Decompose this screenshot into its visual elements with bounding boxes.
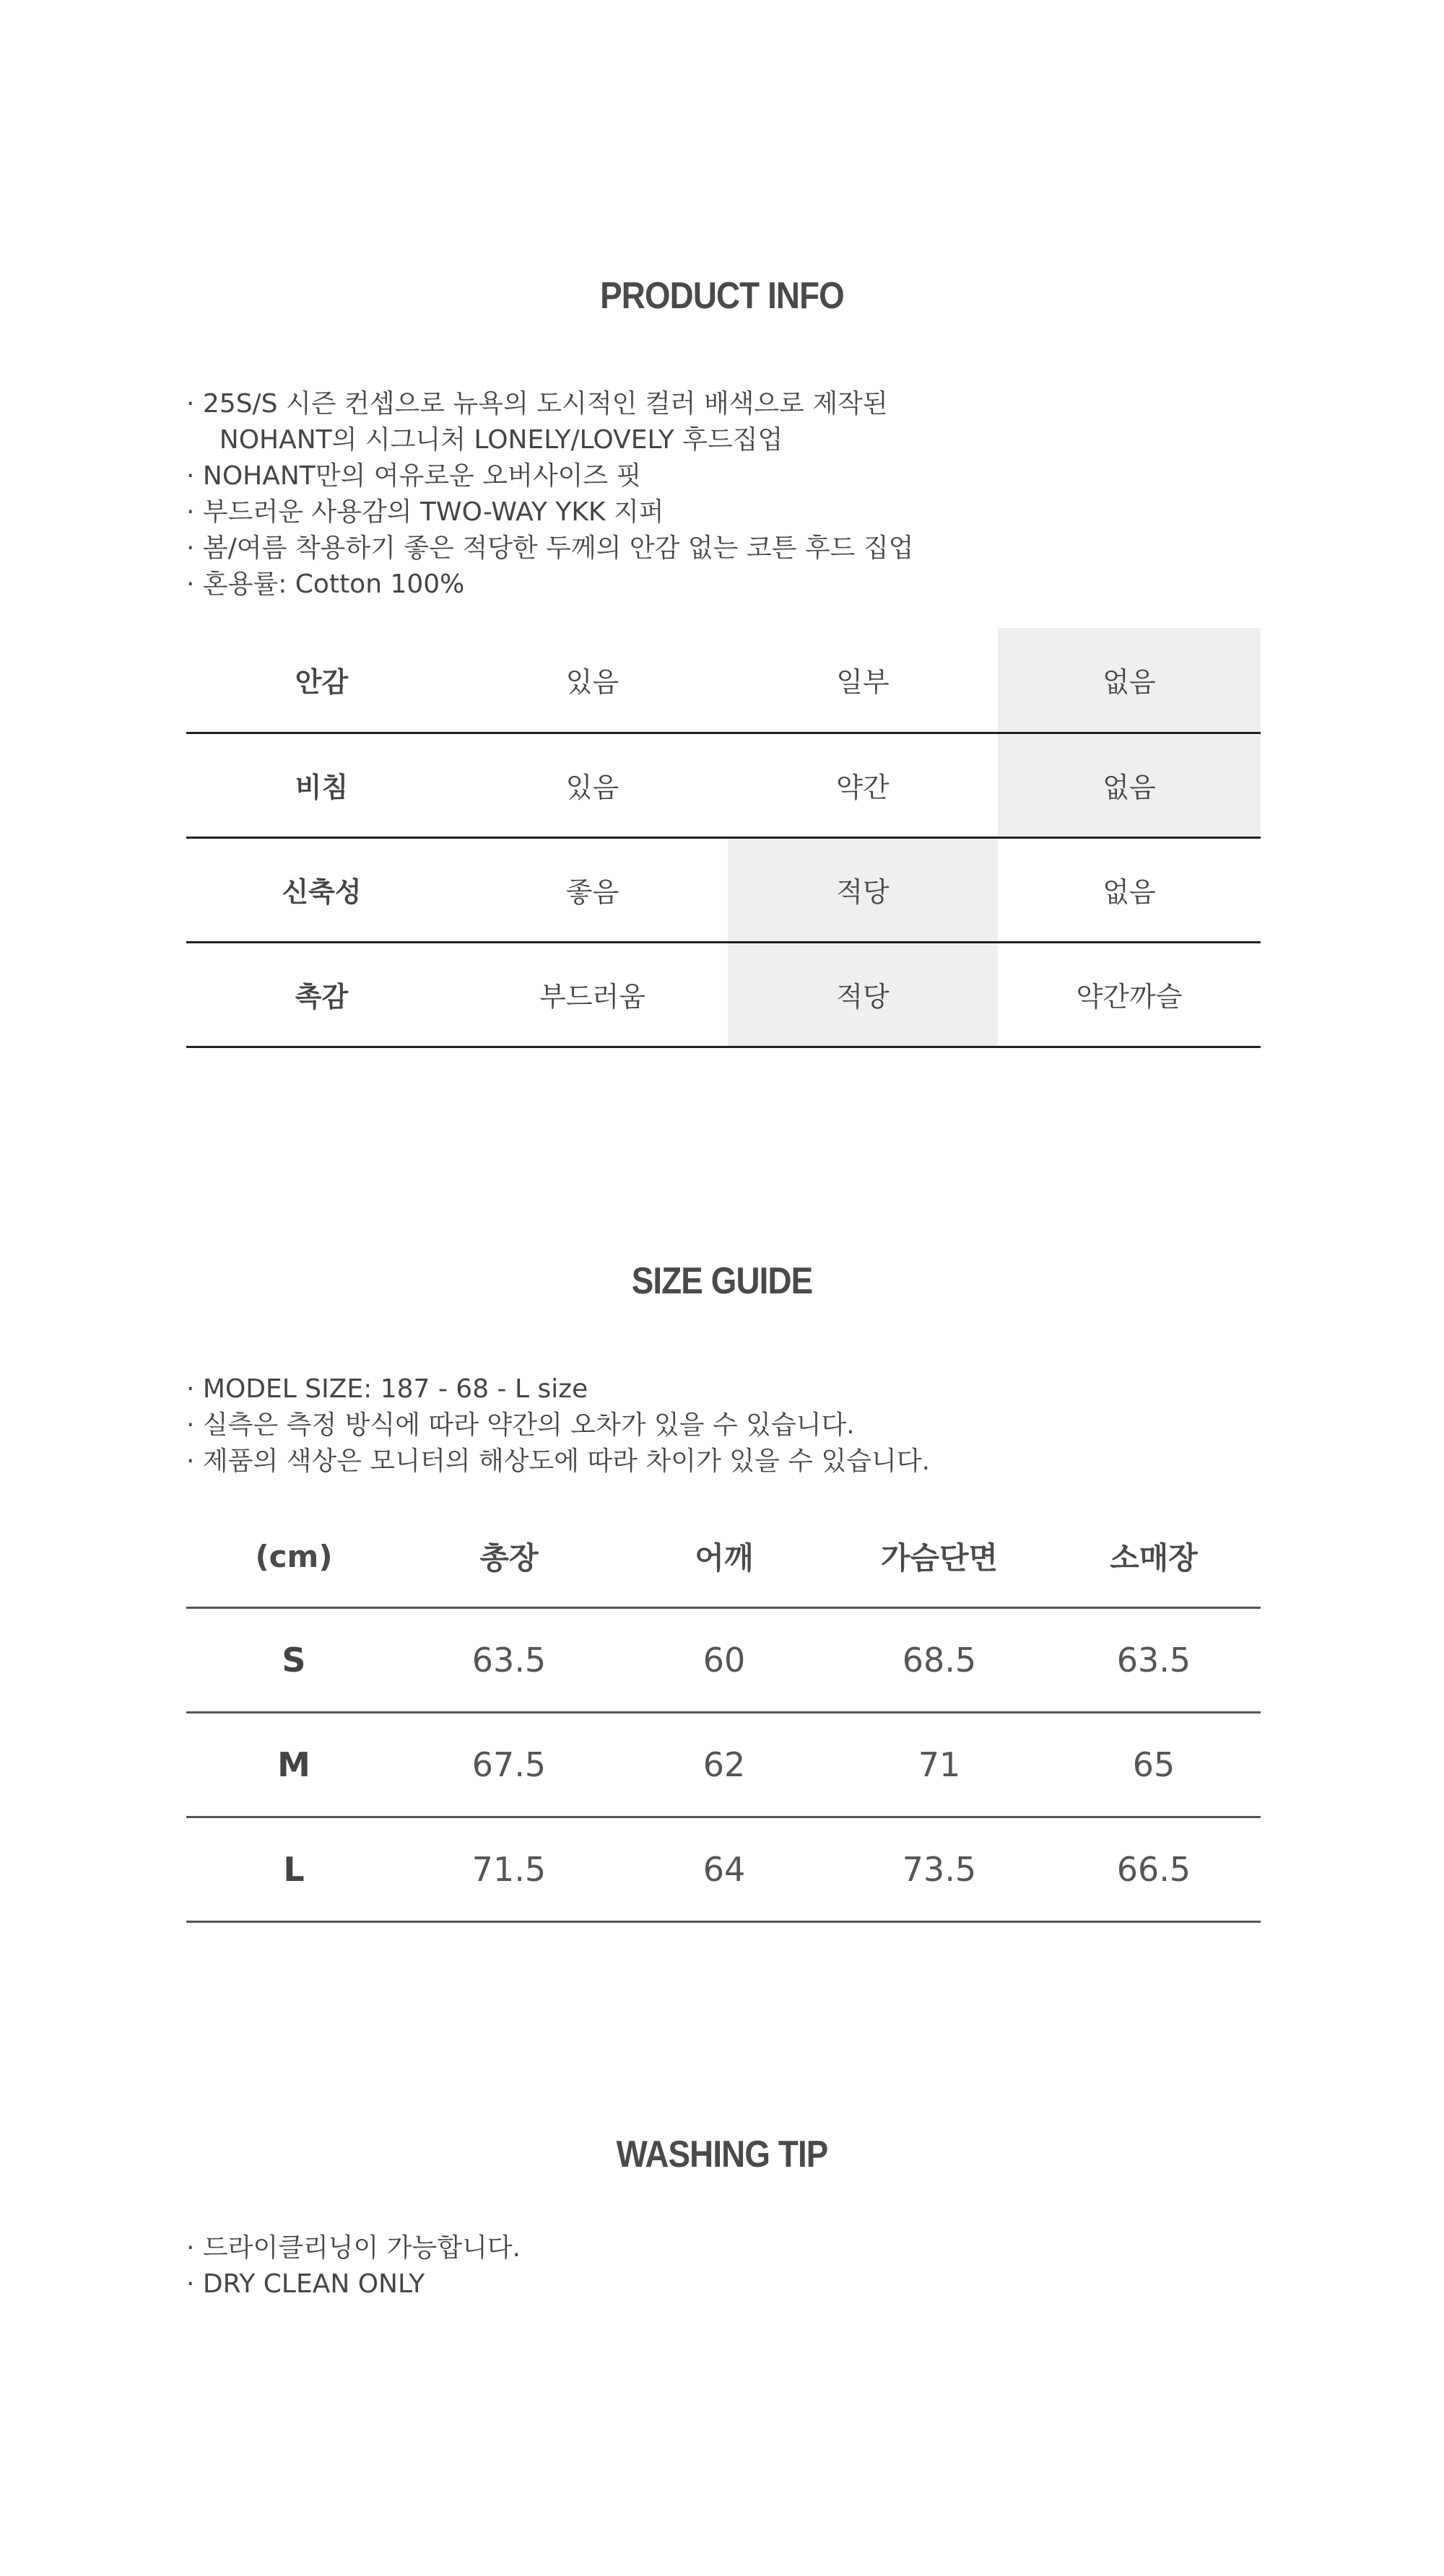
- measurement-cell: 68.5: [832, 1607, 1047, 1712]
- measurement-cell: 71.5: [401, 1817, 617, 1921]
- property-label: 촉감: [186, 942, 457, 1047]
- measurement-cell: 63.5: [1047, 1607, 1261, 1712]
- property-option: 부드러움: [457, 942, 728, 1047]
- property-option-selected: 적당: [728, 942, 998, 1047]
- table-row: [186, 1607, 1261, 1712]
- size-table-header: [186, 1506, 1261, 1607]
- bullet-line: · MODEL SIZE: 187 - 68 - L size: [186, 1374, 588, 1404]
- property-option: 있음: [457, 733, 728, 837]
- column-header: 총장: [401, 1506, 617, 1607]
- table-row: [186, 1817, 1261, 1921]
- property-option-selected: 적당: [728, 837, 998, 942]
- column-header: 소매장: [1047, 1506, 1261, 1607]
- measurement-cell: 66.5: [1047, 1817, 1261, 1921]
- bullet-line: · 부드러운 사용감의 TWO-WAY YKK 지퍼: [186, 497, 664, 527]
- measurement-cell: 67.5: [401, 1712, 617, 1817]
- property-label: 안감: [186, 628, 457, 733]
- size-label: S: [186, 1607, 401, 1712]
- measurement-cell: 60: [617, 1607, 832, 1712]
- size-table: [186, 1506, 1261, 1923]
- property-option: 없음: [998, 837, 1261, 942]
- column-header: 어깨: [617, 1506, 832, 1607]
- property-label: 신축성: [186, 837, 457, 942]
- bullet-line: · NOHANT만의 여유로운 오버사이즈 핏: [186, 461, 642, 491]
- measurement-cell: 71: [832, 1712, 1047, 1817]
- size-label: M: [186, 1712, 401, 1817]
- property-option-selected: 없음: [998, 733, 1261, 837]
- column-header: 가슴단면: [832, 1506, 1047, 1607]
- property-label: 비침: [186, 733, 457, 837]
- fabric-property-row: [186, 733, 1261, 837]
- size-label: L: [186, 1817, 401, 1921]
- fabric-property-row: [186, 837, 1261, 942]
- property-option: 있음: [457, 628, 728, 733]
- property-option: 좋음: [457, 837, 728, 942]
- bullet-line: · 실측은 측정 방식에 따라 약간의 오차가 있을 수 있습니다.: [186, 1410, 855, 1440]
- washing-tip-bullets: [186, 2230, 521, 2302]
- fabric-property-table: [186, 628, 1261, 1048]
- fabric-property-row: [186, 628, 1261, 733]
- measurement-cell: 64: [617, 1817, 832, 1921]
- product-info-title: PRODUCT INFO: [600, 275, 844, 317]
- column-header: (cm): [186, 1506, 401, 1607]
- product-info-bullets: [186, 386, 913, 603]
- measurement-cell: 65: [1047, 1712, 1261, 1817]
- bullet-line: · 혼용률: Cotton 100%: [186, 569, 465, 599]
- measurement-cell: 62: [617, 1712, 832, 1817]
- measurement-cell: 73.5: [832, 1817, 1047, 1921]
- property-option: 약간까슬: [998, 942, 1261, 1047]
- table-row: [186, 1712, 1261, 1817]
- bullet-line: · 드라이클리닝이 가능합니다.: [186, 2233, 521, 2263]
- bullet-line: · DRY CLEAN ONLY: [186, 2269, 425, 2299]
- bullet-line: · 제품의 색상은 모니터의 해상도에 따라 차이가 있을 수 있습니다.: [186, 1446, 931, 1476]
- washing-tip-title: WASHING TIP: [616, 2134, 828, 2175]
- fabric-property-row: [186, 942, 1261, 1047]
- property-option: 일부: [728, 628, 998, 733]
- property-option: 약간: [728, 733, 998, 837]
- bullet-line: · 봄/여름 착용하기 좋은 적당한 두께의 안감 없는 코튼 후드 집업: [186, 533, 914, 563]
- size-guide-title: SIZE GUIDE: [631, 1260, 813, 1302]
- property-option-selected: 없음: [998, 628, 1261, 733]
- bullet-line: · 25S/S 시즌 컨셉으로 뉴욕의 도시적인 컬러 배색으로 제작된: [186, 389, 888, 419]
- bullet-line: NOHANT의 시그니처 LONELY/LOVELY 후드집업: [186, 425, 783, 455]
- size-guide-bullets: [186, 1371, 930, 1480]
- measurement-cell: 63.5: [401, 1607, 617, 1712]
